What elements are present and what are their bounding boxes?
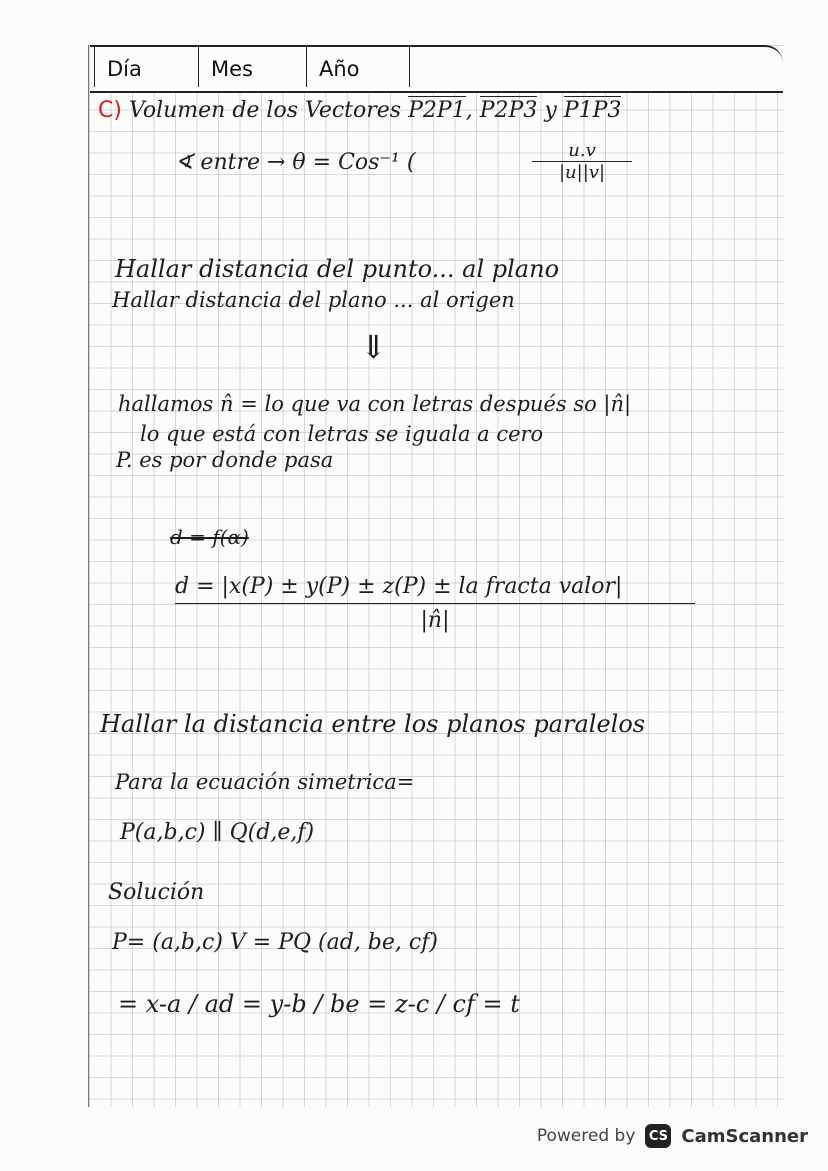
distance-denominator: |n̂| xyxy=(420,608,450,633)
camscanner-watermark xyxy=(537,1119,808,1153)
section-c-title: Volumen de los Vectores xyxy=(128,98,402,123)
planos-paralelos-line: Hallar la distancia entre los planos paralelos xyxy=(100,710,646,738)
angle-denominator: |u||v| xyxy=(558,162,606,183)
camscanner-logo-icon: CS xyxy=(645,1124,671,1148)
crossed-out-text: d = f(α) xyxy=(170,525,249,549)
distance-formula xyxy=(175,574,695,633)
planos-puntos-line: P(a,b,c) ∥ Q(d,e,f) xyxy=(120,820,315,845)
month-label: Mes xyxy=(211,57,253,81)
section-c-label: C) xyxy=(98,98,122,123)
iguala-cero-line: lo que está con letras se iguala a cero xyxy=(140,422,544,446)
vector-pq-line: P= (a,b,c) V = PQ (ad, be, cf) xyxy=(112,930,438,955)
year-label: Año xyxy=(319,57,360,81)
angle-numerator: u.v xyxy=(532,140,632,162)
hallamos-line: hallamos n̂ = lo que va con letras después so |n̂| xyxy=(118,392,632,416)
powered-by-text: Powered by xyxy=(536,1126,636,1146)
solucion-heading: Solución xyxy=(108,880,205,905)
hallar-punto-plano: Hallar distancia del punto... al plano xyxy=(115,255,560,283)
vector-p1p3: P1P3 xyxy=(563,98,622,123)
down-arrow-icon: ⇓ xyxy=(360,328,387,366)
camscanner-brand: CamScanner xyxy=(681,1125,808,1147)
punto-paso-line: P. es por donde pasa xyxy=(116,448,334,472)
day-label: Día xyxy=(107,57,142,81)
angle-fraction xyxy=(532,140,632,183)
ecuacion-simetrica-line: Para la ecuación simetrica= xyxy=(115,770,415,794)
day-cell xyxy=(94,47,198,87)
section-c-line xyxy=(98,98,621,123)
date-header xyxy=(90,45,783,93)
vector-p2p3: P2P3 xyxy=(479,98,538,123)
vector-p2p1: P2P1 xyxy=(408,98,466,123)
hallar-plano-origen: Hallar distancia del plano ... al origen xyxy=(112,288,515,312)
distance-numerator: d = |x(P) ± y(P) ± z(P) ± la fracta valor| xyxy=(175,574,695,604)
month-cell xyxy=(198,47,306,87)
vector-separator: , xyxy=(465,98,473,123)
year-cell xyxy=(306,47,410,87)
symmetric-equation: = x-a / ad = y-b / be = z-c / cf = t xyxy=(118,990,520,1018)
conjunction-y: y xyxy=(544,98,557,123)
angle-formula: ∢ entre → θ = Cos⁻¹ ( xyxy=(175,150,416,175)
angle-formula-line xyxy=(175,150,415,175)
